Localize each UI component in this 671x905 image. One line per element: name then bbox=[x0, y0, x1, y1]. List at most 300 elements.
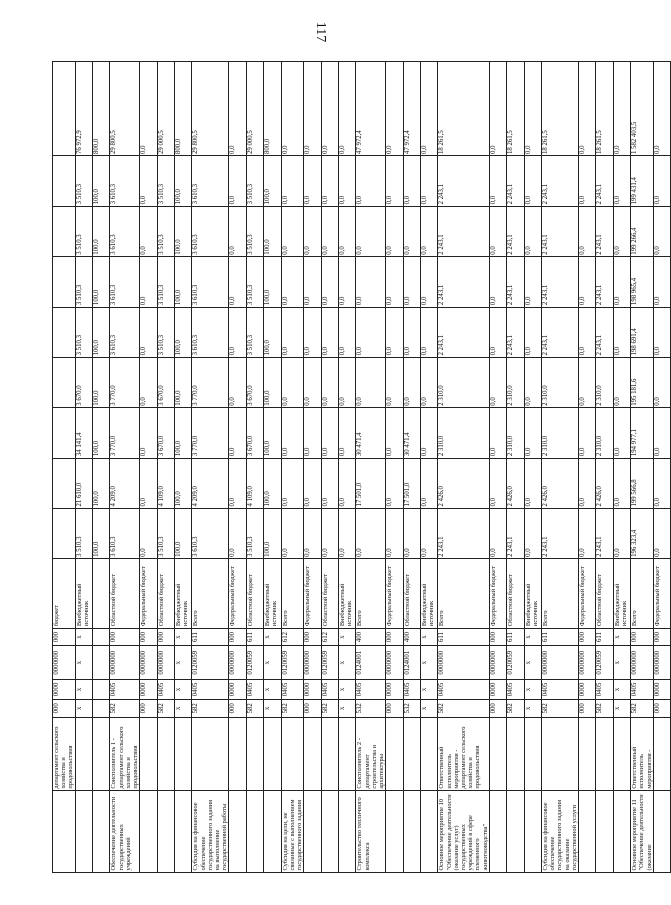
cell-name bbox=[613, 791, 630, 873]
cell-executor bbox=[596, 717, 613, 790]
cell-y2015: 0,0 bbox=[321, 458, 338, 508]
cell-y2017: 2 310,0 bbox=[596, 357, 613, 407]
cell-y2022: 29 000,5 bbox=[246, 62, 263, 156]
cell-y2019: 0,0 bbox=[229, 257, 246, 307]
cell-source: Внебюджетный источник bbox=[613, 559, 630, 628]
cell-name bbox=[229, 791, 246, 873]
cell-y2016: 3 670,0 bbox=[246, 408, 263, 458]
cell-y2016: 2 310,0 bbox=[541, 408, 578, 458]
cell-y2019: 0,0 bbox=[613, 257, 630, 307]
cell-vr: 000 bbox=[53, 628, 76, 646]
cell-rzpr: 0000 bbox=[140, 679, 157, 699]
cell-y2018: 3 610,3 bbox=[110, 307, 140, 357]
cell-y2021: 100,0 bbox=[264, 156, 281, 206]
cell-y2020: 100,0 bbox=[93, 206, 110, 256]
table-row bbox=[192, 62, 229, 873]
cell-y2022: 29 800,5 bbox=[110, 62, 140, 156]
cell-source: Внебюджетный источник bbox=[338, 559, 355, 628]
cell-name bbox=[507, 791, 524, 873]
cell-rzpr: 0000 bbox=[653, 679, 670, 699]
cell-source: Внебюджетный источник bbox=[174, 559, 191, 628]
table-row bbox=[157, 62, 174, 873]
cell-y2015: 0,0 bbox=[613, 458, 630, 508]
cell-grbs: 000 bbox=[386, 699, 403, 717]
cell-name bbox=[338, 791, 355, 873]
cell-y2019: 0,0 bbox=[524, 257, 541, 307]
cell-grbs bbox=[93, 699, 110, 717]
cell-name bbox=[578, 791, 595, 873]
table-row bbox=[507, 62, 524, 873]
cell-y2020: 100,0 bbox=[264, 206, 281, 256]
cell-y2014: 0,0 bbox=[229, 509, 246, 559]
cell-y2019: 0,0 bbox=[386, 257, 403, 307]
cell-y2020: 3 510,3 bbox=[75, 206, 92, 256]
cell-csr: 0124001 bbox=[403, 646, 420, 680]
cell-y2022: 0,0 bbox=[140, 62, 157, 156]
cell-rzpr: x bbox=[420, 679, 437, 699]
cell-y2020: 3 610,3 bbox=[110, 206, 140, 256]
cell-csr: 0120059 bbox=[596, 646, 613, 680]
table-row bbox=[596, 62, 613, 873]
cell-y2017: 2 310,0 bbox=[507, 357, 524, 407]
cell-grbs: x bbox=[420, 699, 437, 717]
cell-source: Внебюджетный источник bbox=[75, 559, 92, 628]
cell-y2016: 3 770,0 bbox=[110, 408, 140, 458]
cell-y2021: 100,0 bbox=[174, 156, 191, 206]
cell-y2019: 0,0 bbox=[653, 257, 670, 307]
cell-y2015: 4 109,0 bbox=[157, 458, 174, 508]
cell-y2021: 2 243,1 bbox=[541, 156, 578, 206]
cell-y2014: 3 610,3 bbox=[110, 509, 140, 559]
cell-grbs: 582 bbox=[438, 699, 489, 717]
cell-y2022: 0,0 bbox=[321, 62, 338, 156]
cell-y2022: 47 972,4 bbox=[356, 62, 386, 156]
cell-y2014: 0,0 bbox=[489, 509, 506, 559]
cell-source: Областной бюджет bbox=[246, 559, 263, 628]
cell-y2020: 0,0 bbox=[356, 206, 386, 256]
cell-executor bbox=[420, 717, 437, 790]
cell-y2017: 0,0 bbox=[653, 357, 670, 407]
cell-source: Федеральный бюджет bbox=[229, 559, 246, 628]
cell-y2016: 100,0 bbox=[174, 408, 191, 458]
cell-csr: 0120059 bbox=[321, 646, 338, 680]
cell-vr: 000 bbox=[578, 628, 595, 646]
cell-y2021: 0,0 bbox=[229, 156, 246, 206]
cell-y2014: 100,0 bbox=[174, 509, 191, 559]
cell-y2021: 3 510,3 bbox=[75, 156, 92, 206]
cell-y2016: 3 670,0 bbox=[157, 408, 174, 458]
cell-y2020: 3 510,3 bbox=[157, 206, 174, 256]
cell-y2021: 0,0 bbox=[140, 156, 157, 206]
cell-vr: x bbox=[613, 628, 630, 646]
cell-y2014: 100,0 bbox=[264, 509, 281, 559]
cell-y2020: 3 510,3 bbox=[246, 206, 263, 256]
cell-executor: Соисполнитель 1 - департамент сельского хозяйства и продовольствия bbox=[110, 717, 140, 790]
cell-csr: x bbox=[524, 646, 541, 680]
cell-executor: Ответственный исполнитель мероприятия - департамент сельского хозяйства и продовольствия bbox=[438, 717, 489, 790]
cell-y2021: 0,0 bbox=[613, 156, 630, 206]
cell-grbs: 000 bbox=[53, 699, 76, 717]
cell-y2014: 196 323,4 bbox=[631, 509, 654, 559]
cell-executor bbox=[174, 717, 191, 790]
cell-name bbox=[524, 791, 541, 873]
cell-source: Внебюджетный источник bbox=[264, 559, 281, 628]
cell-csr: 0000000 bbox=[53, 646, 76, 680]
cell-y2018: 2 243,1 bbox=[541, 307, 578, 357]
cell-y2014: 3 510,3 bbox=[75, 509, 92, 559]
cell-y2017: 2 310,0 bbox=[541, 357, 578, 407]
cell-y2014: 2 243,1 bbox=[507, 509, 524, 559]
cell-y2022: 0,0 bbox=[489, 62, 506, 156]
cell-y2022: 0,0 bbox=[229, 62, 246, 156]
cell-vr: x bbox=[420, 628, 437, 646]
cell-y2020: 0,0 bbox=[321, 206, 338, 256]
cell-y2022: 0,0 bbox=[653, 62, 670, 156]
cell-y2014: 100,0 bbox=[93, 509, 110, 559]
cell-y2022: 29 000,5 bbox=[157, 62, 174, 156]
cell-name bbox=[420, 791, 437, 873]
cell-y2015: 0,0 bbox=[229, 458, 246, 508]
cell-source: Федеральный бюджет bbox=[489, 559, 506, 628]
cell-vr: 000 bbox=[631, 628, 654, 646]
cell-y2022: 800,0 bbox=[174, 62, 191, 156]
cell-rzpr bbox=[93, 679, 110, 699]
cell-y2019: 0,0 bbox=[281, 257, 304, 307]
cell-vr: 611 bbox=[507, 628, 524, 646]
cell-y2019 bbox=[53, 257, 76, 307]
cell-y2017: 0,0 bbox=[489, 357, 506, 407]
cell-executor bbox=[229, 717, 246, 790]
cell-y2017: 0,0 bbox=[613, 357, 630, 407]
cell-name: Основное мероприятие 11 "Обеспечение деятельности (оказание bbox=[631, 791, 654, 873]
cell-vr: 400 bbox=[403, 628, 420, 646]
cell-y2017: 0,0 bbox=[386, 357, 403, 407]
cell-name bbox=[93, 791, 110, 873]
cell-source: Всего bbox=[541, 559, 578, 628]
table-row bbox=[578, 62, 595, 873]
cell-csr: 0000000 bbox=[157, 646, 174, 680]
cell-y2014: 3 510,3 bbox=[246, 509, 263, 559]
cell-y2017 bbox=[53, 357, 76, 407]
cell-executor: департамент сельского хозяйства и продовольствия bbox=[53, 717, 76, 790]
cell-rzpr: x bbox=[174, 679, 191, 699]
cell-y2019: 100,0 bbox=[93, 257, 110, 307]
cell-source: Всего bbox=[438, 559, 489, 628]
cell-vr: 611 bbox=[596, 628, 613, 646]
cell-y2021: 0,0 bbox=[653, 156, 670, 206]
cell-y2016: 2 310,0 bbox=[596, 408, 613, 458]
cell-y2014: 0,0 bbox=[578, 509, 595, 559]
cell-grbs: x bbox=[338, 699, 355, 717]
cell-y2015: 100,0 bbox=[264, 458, 281, 508]
cell-executor bbox=[93, 717, 110, 790]
cell-csr: 0120059 bbox=[281, 646, 304, 680]
cell-y2020: 0,0 bbox=[304, 206, 321, 256]
cell-executor bbox=[157, 717, 174, 790]
cell-csr: x bbox=[420, 646, 437, 680]
cell-y2016 bbox=[53, 408, 76, 458]
cell-csr: 0000000 bbox=[438, 646, 489, 680]
cell-rzpr: 0405 bbox=[438, 679, 489, 699]
cell-csr: 0000000 bbox=[110, 646, 140, 680]
cell-source: Областной бюджет bbox=[507, 559, 524, 628]
cell-rzpr: 0000 bbox=[578, 679, 595, 699]
cell-y2020: 0,0 bbox=[653, 206, 670, 256]
cell-vr: 611 bbox=[192, 628, 229, 646]
cell-name: Субсидия на финансовое обеспечение государственного задания на оказание государственной услуги bbox=[541, 791, 578, 873]
budget-table bbox=[52, 61, 671, 873]
cell-csr: x bbox=[264, 646, 281, 680]
cell-grbs: 582 bbox=[631, 699, 654, 717]
cell-executor bbox=[507, 717, 524, 790]
cell-y2016: 0,0 bbox=[613, 408, 630, 458]
cell-vr: 612 bbox=[281, 628, 304, 646]
cell-source: Федеральный бюджет bbox=[578, 559, 595, 628]
cell-y2016: 0,0 bbox=[653, 408, 670, 458]
table-row bbox=[75, 62, 92, 873]
cell-name bbox=[403, 791, 420, 873]
cell-grbs: x bbox=[524, 699, 541, 717]
cell-grbs: x bbox=[264, 699, 281, 717]
cell-y2016: 0,0 bbox=[420, 408, 437, 458]
cell-y2020: 0,0 bbox=[613, 206, 630, 256]
table-row bbox=[174, 62, 191, 873]
cell-executor bbox=[541, 717, 578, 790]
cell-y2018: 0,0 bbox=[229, 307, 246, 357]
cell-y2018: 0,0 bbox=[281, 307, 304, 357]
cell-y2022: 0,0 bbox=[304, 62, 321, 156]
cell-y2021: 0,0 bbox=[304, 156, 321, 206]
cell-vr: 612 bbox=[321, 628, 338, 646]
cell-executor bbox=[653, 717, 670, 790]
cell-vr: 000 bbox=[489, 628, 506, 646]
table-row bbox=[321, 62, 338, 873]
cell-source: Областной бюджет bbox=[596, 559, 613, 628]
cell-y2021: 199 431,4 bbox=[631, 156, 654, 206]
cell-y2018: 2 243,1 bbox=[507, 307, 524, 357]
cell-y2014: 0,0 bbox=[356, 509, 386, 559]
cell-y2015: 2 426,0 bbox=[541, 458, 578, 508]
cell-y2020: 199 266,4 bbox=[631, 206, 654, 256]
cell-name bbox=[304, 791, 321, 873]
cell-y2015: 4 209,0 bbox=[192, 458, 229, 508]
cell-y2020: 100,0 bbox=[174, 206, 191, 256]
cell-csr: x bbox=[338, 646, 355, 680]
cell-y2021: 0,0 bbox=[578, 156, 595, 206]
cell-grbs: 532 bbox=[403, 699, 420, 717]
cell-y2016: 30 471,4 bbox=[403, 408, 420, 458]
cell-y2020: 0,0 bbox=[524, 206, 541, 256]
cell-y2016: 100,0 bbox=[93, 408, 110, 458]
cell-y2014: 0,0 bbox=[613, 509, 630, 559]
cell-y2022: 0,0 bbox=[578, 62, 595, 156]
cell-y2019: 100,0 bbox=[174, 257, 191, 307]
cell-y2014: 0,0 bbox=[338, 509, 355, 559]
cell-executor bbox=[524, 717, 541, 790]
cell-rzpr: x bbox=[613, 679, 630, 699]
cell-y2015: 0,0 bbox=[338, 458, 355, 508]
cell-source: Областной бюджет bbox=[321, 559, 338, 628]
table-row bbox=[613, 62, 630, 873]
cell-csr: 0000000 bbox=[229, 646, 246, 680]
cell-y2015: 2 426,0 bbox=[507, 458, 524, 508]
cell-y2020: 0,0 bbox=[420, 206, 437, 256]
cell-y2015: 2 426,0 bbox=[596, 458, 613, 508]
cell-rzpr: 0405 bbox=[403, 679, 420, 699]
cell-y2018: 0,0 bbox=[524, 307, 541, 357]
cell-grbs: 582 bbox=[541, 699, 578, 717]
cell-y2015: 199 566,8 bbox=[631, 458, 654, 508]
table-row bbox=[53, 62, 76, 873]
cell-y2022: 0,0 bbox=[524, 62, 541, 156]
cell-name: Строительство тепличного комплекса bbox=[356, 791, 386, 873]
table-body bbox=[53, 62, 671, 873]
cell-source: Федеральный бюджет bbox=[304, 559, 321, 628]
cell-y2022: 800,0 bbox=[93, 62, 110, 156]
cell-y2020: 0,0 bbox=[403, 206, 420, 256]
cell-name bbox=[321, 791, 338, 873]
cell-y2018: 198 691,4 bbox=[631, 307, 654, 357]
cell-name bbox=[246, 791, 263, 873]
cell-y2020: 3 610,3 bbox=[192, 206, 229, 256]
cell-y2019: 198 965,4 bbox=[631, 257, 654, 307]
cell-csr: 0000000 bbox=[653, 646, 670, 680]
cell-y2021: 2 243,1 bbox=[596, 156, 613, 206]
cell-vr: 000 bbox=[653, 628, 670, 646]
cell-y2016: 0,0 bbox=[386, 408, 403, 458]
cell-y2018: 0,0 bbox=[321, 307, 338, 357]
cell-y2017: 0,0 bbox=[524, 357, 541, 407]
cell-y2016: 0,0 bbox=[140, 408, 157, 458]
cell-vr: 000 bbox=[110, 628, 140, 646]
cell-name: Обеспечение деятельности государственных учреждений bbox=[110, 791, 140, 873]
cell-vr: 611 bbox=[246, 628, 263, 646]
cell-y2017: 3 670,0 bbox=[157, 357, 174, 407]
cell-y2014 bbox=[53, 509, 76, 559]
cell-y2018: 2 243,1 bbox=[596, 307, 613, 357]
cell-executor: Соисполнитель 2 - департамент строительства и архитектуры bbox=[356, 717, 386, 790]
cell-rzpr: 0405 bbox=[192, 679, 229, 699]
cell-vr: 000 bbox=[140, 628, 157, 646]
cell-name bbox=[53, 791, 76, 873]
cell-y2014: 0,0 bbox=[140, 509, 157, 559]
cell-grbs: 000 bbox=[489, 699, 506, 717]
cell-y2014: 0,0 bbox=[304, 509, 321, 559]
cell-y2015: 0,0 bbox=[524, 458, 541, 508]
cell-y2015: 2 426,0 bbox=[438, 458, 489, 508]
cell-rzpr: 0000 bbox=[386, 679, 403, 699]
cell-y2018: 100,0 bbox=[264, 307, 281, 357]
cell-y2018: 0,0 bbox=[356, 307, 386, 357]
cell-y2022: 0,0 bbox=[613, 62, 630, 156]
cell-y2019: 0,0 bbox=[321, 257, 338, 307]
cell-rzpr: 0405 bbox=[596, 679, 613, 699]
cell-executor bbox=[321, 717, 338, 790]
cell-y2017: 0,0 bbox=[403, 357, 420, 407]
cell-y2018: 0,0 bbox=[140, 307, 157, 357]
cell-y2017: 0,0 bbox=[338, 357, 355, 407]
cell-source: Всего bbox=[356, 559, 386, 628]
cell-rzpr: 0405 bbox=[631, 679, 654, 699]
cell-y2021: 0,0 bbox=[321, 156, 338, 206]
cell-y2018: 0,0 bbox=[338, 307, 355, 357]
cell-name bbox=[174, 791, 191, 873]
cell-y2017: 195 181,6 bbox=[631, 357, 654, 407]
cell-rzpr: x bbox=[524, 679, 541, 699]
cell-vr: 000 bbox=[304, 628, 321, 646]
cell-y2017: 100,0 bbox=[93, 357, 110, 407]
cell-executor bbox=[246, 717, 263, 790]
cell-y2017: 0,0 bbox=[356, 357, 386, 407]
cell-y2020: 0,0 bbox=[578, 206, 595, 256]
cell-csr: x bbox=[174, 646, 191, 680]
cell-y2020: 2 243,1 bbox=[541, 206, 578, 256]
cell-y2017: 3 770,0 bbox=[192, 357, 229, 407]
table-row bbox=[229, 62, 246, 873]
cell-rzpr: 0000 bbox=[304, 679, 321, 699]
cell-grbs: 000 bbox=[578, 699, 595, 717]
cell-y2014: 2 243,1 bbox=[541, 509, 578, 559]
cell-name: Основное мероприятие 10 "Обеспечение деятельности (оказание услуг) государственных учреждений в сфере племенного животноводства" bbox=[438, 791, 489, 873]
cell-y2014: 0,0 bbox=[281, 509, 304, 559]
cell-y2021: 0,0 bbox=[420, 156, 437, 206]
cell-y2019: 3 510,3 bbox=[246, 257, 263, 307]
cell-y2019: 0,0 bbox=[338, 257, 355, 307]
cell-y2019: 2 243,1 bbox=[541, 257, 578, 307]
cell-y2021: 100,0 bbox=[93, 156, 110, 206]
cell-grbs: 000 bbox=[140, 699, 157, 717]
cell-y2022: 76 972,9 bbox=[75, 62, 92, 156]
cell-rzpr: x bbox=[338, 679, 355, 699]
cell-y2021: 3 610,3 bbox=[110, 156, 140, 206]
cell-source: Внебюджетный источник bbox=[524, 559, 541, 628]
cell-csr: 0120059 bbox=[246, 646, 263, 680]
cell-y2019: 0,0 bbox=[304, 257, 321, 307]
cell-y2020 bbox=[53, 206, 76, 256]
cell-csr: 0000000 bbox=[140, 646, 157, 680]
table-row bbox=[489, 62, 506, 873]
cell-csr: 0120059 bbox=[507, 646, 524, 680]
cell-y2017: 0,0 bbox=[420, 357, 437, 407]
cell-y2022: 800,0 bbox=[264, 62, 281, 156]
cell-y2019: 0,0 bbox=[356, 257, 386, 307]
cell-rzpr: 0405 bbox=[110, 679, 140, 699]
cell-csr: 0000000 bbox=[541, 646, 578, 680]
cell-rzpr: 0405 bbox=[507, 679, 524, 699]
cell-y2021: 2 243,1 bbox=[507, 156, 524, 206]
cell-vr bbox=[93, 628, 110, 646]
cell-y2016: 2 310,0 bbox=[507, 408, 524, 458]
cell-y2017: 2 310,0 bbox=[438, 357, 489, 407]
cell-y2016: 0,0 bbox=[321, 408, 338, 458]
cell-y2014: 3 610,3 bbox=[192, 509, 229, 559]
cell-y2015: 100,0 bbox=[93, 458, 110, 508]
cell-vr: x bbox=[524, 628, 541, 646]
cell-grbs: 582 bbox=[321, 699, 338, 717]
cell-y2021: 0,0 bbox=[386, 156, 403, 206]
cell-name bbox=[653, 791, 670, 873]
cell-csr: 0124001 bbox=[356, 646, 386, 680]
table-row bbox=[304, 62, 321, 873]
cell-y2018: 2 243,1 bbox=[438, 307, 489, 357]
cell-y2019: 0,0 bbox=[420, 257, 437, 307]
cell-rzpr: 0405 bbox=[157, 679, 174, 699]
cell-vr: 000 bbox=[157, 628, 174, 646]
cell-source: Областной бюджет bbox=[110, 559, 140, 628]
cell-source: Федеральный бюджет bbox=[653, 559, 670, 628]
cell-grbs: 582 bbox=[110, 699, 140, 717]
cell-source: Всего bbox=[192, 559, 229, 628]
